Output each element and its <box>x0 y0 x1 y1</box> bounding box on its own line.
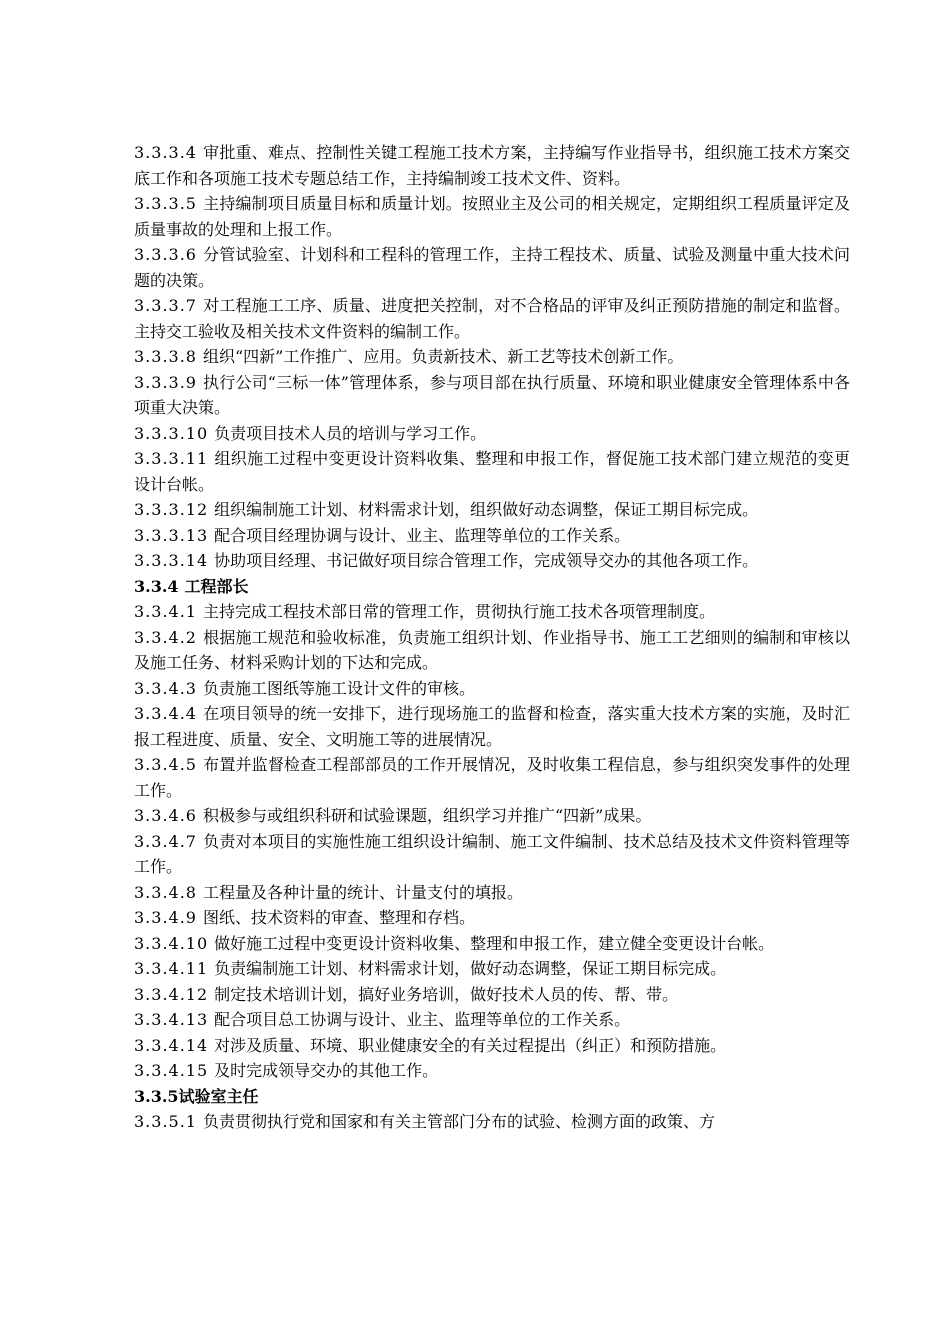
section-heading-3-3-5 <box>134 1084 850 1110</box>
clause-number: 3.3.4.12 <box>134 984 209 1004</box>
clause-3-3-4-6 <box>134 803 850 829</box>
section-title: 工程部长 <box>184 576 249 596</box>
clause-text: 负责项目技术人员的培训与学习工作。 <box>214 423 487 443</box>
clause-3-3-4-5 <box>134 752 850 803</box>
clause-number: 3.3.5.1 <box>134 1112 197 1131</box>
clause-3-3-3-9 <box>134 370 850 421</box>
clause-number: 3.3.4.15 <box>134 1061 209 1080</box>
clause-text: 分管试验室、计划科和工程科的管理工作，主持工程技术、质量、试验及测量中重大技术问题的决策。 <box>134 245 850 290</box>
clause-3-3-3-8 <box>134 344 850 370</box>
clause-3-3-3-7 <box>134 293 850 344</box>
clause-number: 3.3.4.11 <box>134 959 209 978</box>
clause-text: 及时完成领导交办的其他工作。 <box>214 1061 439 1080</box>
document-page <box>134 140 850 1135</box>
clause-3-3-4-8 <box>134 880 850 906</box>
clause-3-3-5-1 <box>134 1109 850 1135</box>
clause-3-3-4-12 <box>134 982 850 1008</box>
clause-number: 3.3.4.7 <box>134 831 197 851</box>
clause-text: 图纸、技术资料的审查、整理和存档。 <box>202 908 475 927</box>
clause-text: 配合项目经理协调与设计、业主、监理等单位的工作关系。 <box>214 525 631 545</box>
clause-number: 3.3.3.5 <box>134 194 197 213</box>
clause-number: 3.3.4.9 <box>134 908 197 927</box>
clause-number: 3.3.4.6 <box>134 806 197 825</box>
clause-text: 组织“四新”工作推广、应用。负责新技术、新工艺等技术创新工作。 <box>202 347 684 366</box>
clause-number: 3.3.4.13 <box>134 1010 209 1029</box>
clause-number: 3.3.4.8 <box>134 882 197 902</box>
clause-3-3-4-2 <box>134 625 850 676</box>
clause-number: 3.3.3.7 <box>134 296 197 315</box>
clause-number: 3.3.3.10 <box>134 423 209 443</box>
clause-text: 负责编制施工计划、材料需求计划，做好动态调整，保证工期目标完成。 <box>214 959 727 978</box>
clause-3-3-3-13 <box>134 523 850 549</box>
clause-3-3-4-3 <box>134 676 850 702</box>
clause-3-3-4-13 <box>134 1007 850 1033</box>
clause-3-3-3-6 <box>134 242 850 293</box>
clause-text: 工程量及各种计量的统计、计量支付的填报。 <box>202 882 523 902</box>
clause-text: 负责贯彻执行党和国家和有关主管部门分布的试验、检测方面的政策、方 <box>202 1112 715 1131</box>
clause-3-3-3-11 <box>134 446 850 497</box>
clause-3-3-3-10 <box>134 421 850 447</box>
clause-text: 组织施工过程中变更设计资料收集、整理和申报工作，督促施工技术部门建立规范的变更设计台帐。 <box>134 449 850 494</box>
clause-text: 在项目领导的统一安排下，进行现场施工的监督和检查，落实重大技术方案的实施，及时汇报工程进度、质量、安全、文明施工等的进展情况。 <box>134 704 850 749</box>
clause-number: 3.3.3.12 <box>134 500 209 519</box>
clause-number: 3.3.3.14 <box>134 551 209 570</box>
clause-3-3-3-5 <box>134 191 850 242</box>
clause-text: 做好施工过程中变更设计资料收集、整理和申报工作，建立健全变更设计台帐。 <box>214 933 775 953</box>
clause-text: 布置并监督检查工程部部员的工作开展情况，及时收集工程信息，参与组织突发事件的处理工作。 <box>134 755 850 800</box>
clause-3-3-4-14 <box>134 1033 850 1059</box>
clause-text: 执行公司“三标一体”管理体系，参与项目部在执行质量、环境和职业健康安全管理体系中各项重大决策。 <box>134 372 850 417</box>
clause-number: 3.3.3.8 <box>134 347 197 366</box>
clause-text: 审批重、难点、控制性关键工程施工技术方案，主持编写作业指导书，组织施工技术方案交底工作和各项施工技术专题总结工作，主持编制竣工技术文件、资料。 <box>134 143 850 188</box>
clause-3-3-4-1 <box>134 599 850 625</box>
clause-text: 制定技术培训计划，搞好业务培训，做好技术人员的传、帮、带。 <box>214 984 679 1004</box>
clause-number: 3.3.3.4 <box>134 143 197 162</box>
clause-text: 对工程施工工序、质量、进度把关控制，对不合格品的评审及纠正预防措施的制定和监督。主持交工验收及相关技术文件资料的编制工作。 <box>134 296 850 341</box>
section-heading-3-3-4 <box>134 574 850 600</box>
clause-number: 3.3.3.9 <box>134 372 197 392</box>
clause-text: 主持完成工程技术部日常的管理工作，贯彻执行施工技术各项管理制度。 <box>202 602 715 621</box>
section-title: 试验室主任 <box>178 1086 259 1106</box>
clause-number: 3.3.4.14 <box>134 1035 209 1055</box>
clause-text: 负责施工图纸等施工设计文件的审核。 <box>202 678 475 698</box>
clause-text: 组织编制施工计划、材料需求计划，组织做好动态调整，保证工期目标完成。 <box>214 500 759 519</box>
clause-3-3-4-10 <box>134 931 850 957</box>
clause-number: 3.3.4.4 <box>134 704 197 723</box>
clause-3-3-4-11 <box>134 956 850 982</box>
clause-number: 3.3.3.6 <box>134 245 197 264</box>
clause-number: 3.3.4.2 <box>134 627 197 647</box>
clause-3-3-4-9 <box>134 905 850 931</box>
clause-3-3-4-15 <box>134 1058 850 1084</box>
clause-text: 积极参与或组织科研和试验课题，组织学习并推广“四新”成果。 <box>202 806 652 825</box>
clause-number: 3.3.3.11 <box>134 449 209 468</box>
clause-text: 对涉及质量、环境、职业健康安全的有关过程提出（纠正）和预防措施。 <box>214 1035 727 1055</box>
clause-number: 3.3.4.1 <box>134 602 197 621</box>
clause-text: 负责对本项目的实施性施工组织设计编制、施工文件编制、技术总结及技术文件资料管理等工作。 <box>134 831 850 876</box>
clause-3-3-3-12 <box>134 497 850 523</box>
section-number: 3.3.4 <box>134 576 179 596</box>
clause-text: 根据施工规范和验收标准，负责施工组织计划、作业指导书、施工工艺细则的编制和审核以及施工任务、材料采购计划的下达和完成。 <box>134 627 850 672</box>
clause-text: 协助项目经理、书记做好项目综合管理工作，完成领导交办的其他各项工作。 <box>214 551 759 570</box>
clause-number: 3.3.3.13 <box>134 525 209 545</box>
clause-number: 3.3.4.10 <box>134 933 209 953</box>
clause-number: 3.3.4.5 <box>134 755 197 774</box>
clause-number: 3.3.4.3 <box>134 678 197 698</box>
clause-3-3-4-7 <box>134 829 850 880</box>
clause-3-3-4-4 <box>134 701 850 752</box>
clause-3-3-3-4 <box>134 140 850 191</box>
clause-3-3-3-14 <box>134 548 850 574</box>
section-number: 3.3.5 <box>134 1086 179 1106</box>
clause-text: 配合项目总工协调与设计、业主、监理等单位的工作关系。 <box>214 1010 631 1029</box>
clause-text: 主持编制项目质量目标和质量计划。按照业主及公司的相关规定，定期组织工程质量评定及质量事故的处理和上报工作。 <box>134 194 850 239</box>
